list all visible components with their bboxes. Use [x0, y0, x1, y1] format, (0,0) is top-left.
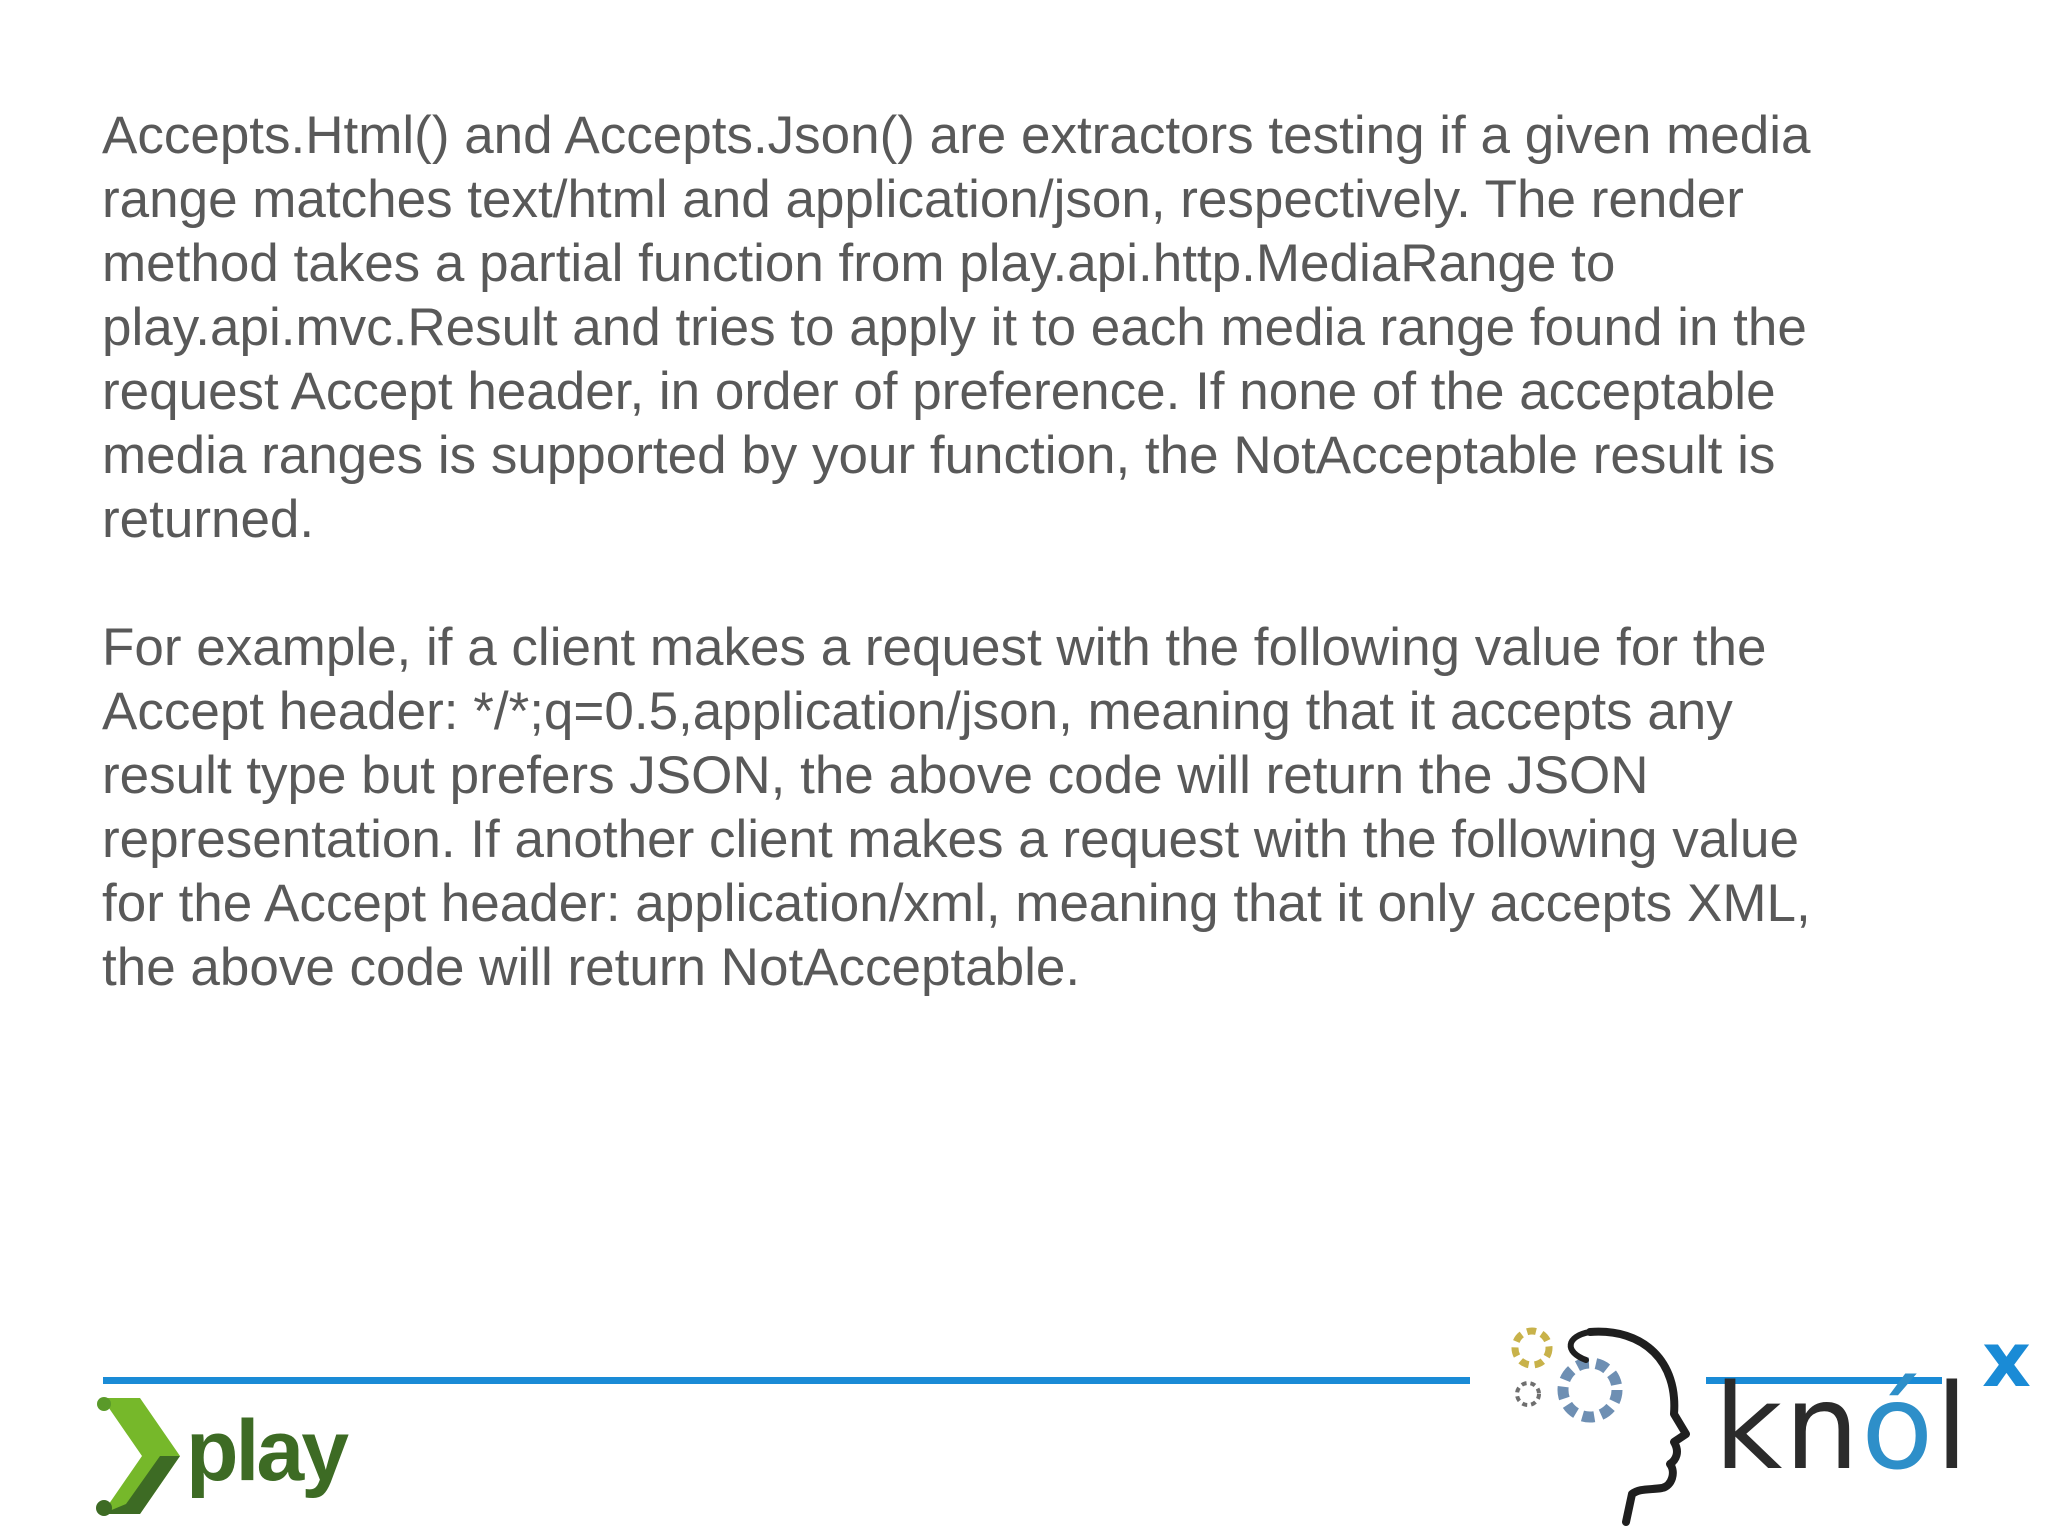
knolx-superscript: x [1982, 1315, 2032, 1404]
play-chevron-icon [96, 1390, 186, 1525]
play-logo [96, 1390, 386, 1525]
knolx-logo-text [1714, 1358, 1971, 1496]
knolx-logo [1494, 1315, 2034, 1532]
paragraph-accepts-extractors: Accepts.Html() and Accepts.Json() are extractors testing if a given media range matches text/html and application/json, respectively. The render method takes a partial function from play.api.http.MediaRange to play.api.mvc.Result and tries to apply it to each media range found in the request Accept header, in order of preference. If none of the acceptable media ranges is supported by your function, the NotAcceptable result is returned. [102, 106, 1811, 549]
knolx-text-end: l [1935, 1358, 1971, 1496]
play-logo-text: play [186, 1403, 347, 1499]
footer-divider-left [103, 1377, 1470, 1384]
knolx-text-start: kn [1714, 1358, 1862, 1496]
knolx-text-accent: ó [1861, 1358, 1936, 1496]
paragraph-example: For example, if a client makes a request with the following value for the Accept header: */*;q=0.5,application/json, meaning that it accepts any result type but prefers JSON, the above code will return the JSON representation. If another client makes a request with the following value for the Accept header: application/xml, meaning that it only accepts XML, the above code will return NotAcceptable. [102, 618, 1811, 997]
head-gears-icon [1494, 1322, 1724, 1532]
slide-body [102, 104, 1982, 1000]
